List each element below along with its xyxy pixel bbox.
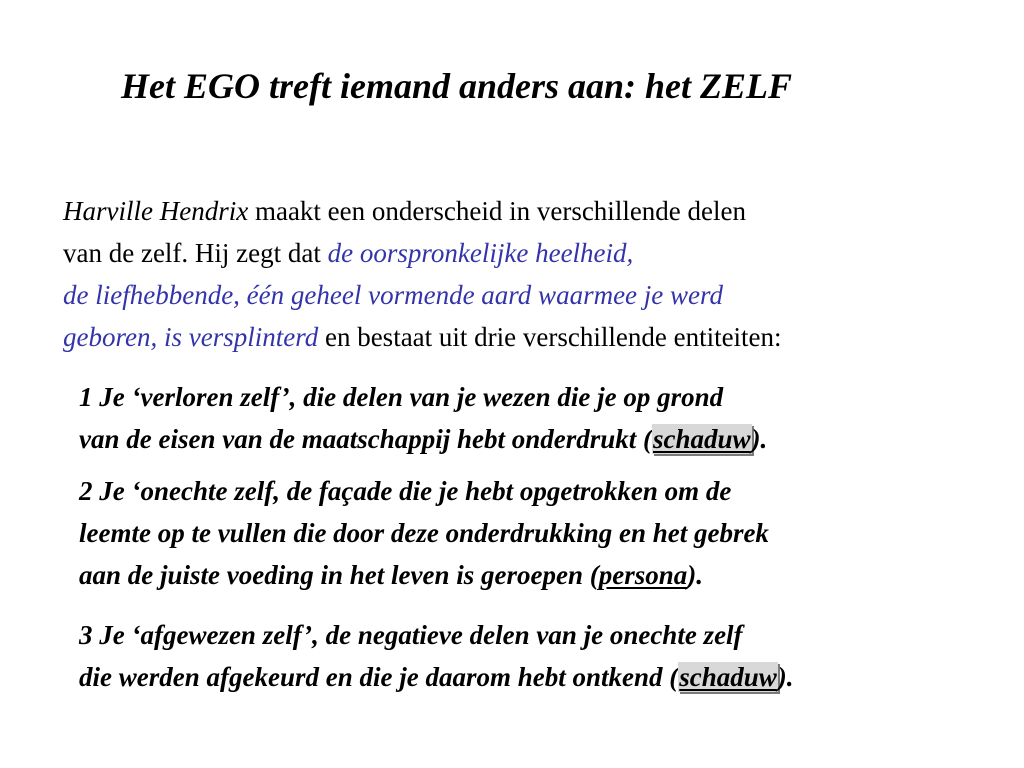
item-2-text: aan de juiste voeding in het leven is geroepen ( bbox=[79, 560, 599, 590]
item-3-text: die werden afgekeurd en die je daarom hebt ontkend ( bbox=[79, 662, 679, 692]
intro-line-1 bbox=[63, 190, 1003, 232]
intro-text-2: van de zelf. Hij zegt dat bbox=[63, 238, 328, 268]
item-2-line-2: leemte op te vullen die door deze onderdrukking en het gebrek bbox=[79, 518, 769, 548]
list-item-onechte-zelf bbox=[79, 470, 1014, 596]
item-2-line-1: 2 Je ‘onechte zelf, de façade die je hebt opgetrokken om de bbox=[79, 476, 732, 506]
item-1-line-2 bbox=[79, 418, 1014, 460]
quote-part-1: de oorspronkelijke heelheid, bbox=[327, 238, 634, 268]
item-1-line-1: 1 Je ‘verloren zelf’, die delen van je wezen die je op grond bbox=[79, 382, 724, 412]
intro-line-4 bbox=[63, 316, 1003, 358]
intro-text-4: en bestaat uit drie verschillende entiteiten: bbox=[318, 322, 782, 352]
list-item-verloren-zelf bbox=[79, 376, 1014, 460]
item-2-end: ). bbox=[687, 560, 703, 590]
schaduw-link-2[interactable]: schaduw bbox=[679, 662, 777, 692]
item-3-end: ). bbox=[777, 662, 794, 692]
author-name: Harville Hendrix bbox=[63, 196, 249, 226]
item-1-end: ). bbox=[751, 424, 768, 454]
list-item-afgewezen-zelf bbox=[79, 614, 1014, 698]
schaduw-link-1[interactable]: schaduw bbox=[653, 424, 751, 454]
item-2-line-3 bbox=[79, 554, 1014, 596]
quote-part-2: de liefhebbende, één geheel vormende aard waarmee je werd bbox=[63, 280, 724, 310]
item-3-line-1: 3 Je ‘afgewezen zelf’, de negatieve delen van je onechte zelf bbox=[79, 620, 743, 650]
quote-part-3: geboren, is versplinterd bbox=[63, 322, 319, 352]
intro-text-1: maakt een onderscheid in verschillende delen bbox=[248, 196, 747, 226]
intro-paragraph bbox=[63, 190, 1003, 358]
intro-line-2 bbox=[63, 232, 1003, 274]
item-3-line-2 bbox=[79, 656, 1014, 698]
slide-title: Het EGO treft iemand anders aan: het ZELF bbox=[121, 66, 793, 106]
persona-link[interactable]: persona bbox=[598, 560, 688, 590]
item-1-text: van de eisen van de maatschappij hebt onderdrukt ( bbox=[79, 424, 652, 454]
intro-line-3 bbox=[63, 274, 1003, 316]
